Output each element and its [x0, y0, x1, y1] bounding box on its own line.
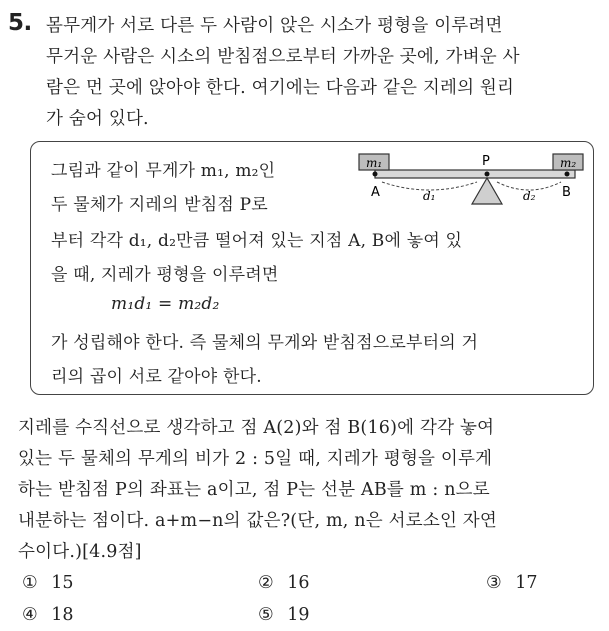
choice-3-value: 17	[515, 573, 538, 593]
point-b-label: B	[562, 185, 571, 200]
choice-1-mark: ①	[22, 573, 38, 593]
choice-4-value: 18	[51, 605, 74, 625]
problem-line-1: 지레를 수직선으로 생각하고 점 A(2)와 점 B(16)에 각각 놓여	[18, 418, 495, 438]
problem-line-5: 수이다.)[4.9점]	[18, 542, 142, 562]
pivot-dot	[485, 172, 490, 177]
problem-line-2: 있는 두 물체의 무게의 비가 2 : 5일 때, 지레가 평형을 이루게	[18, 449, 493, 469]
left-weight-label: m₁	[366, 156, 383, 170]
d1-label: d₁	[423, 189, 436, 203]
choice-2[interactable]	[258, 573, 310, 593]
box-line-5: 가 성립해야 한다. 즉 물체의 무게와 받침점으로부터의 거	[51, 333, 479, 353]
choice-4-mark: ④	[22, 605, 38, 625]
choice-5[interactable]	[258, 605, 310, 625]
choice-1[interactable]	[22, 573, 74, 593]
point-a-label: A	[371, 185, 380, 200]
choice-3-mark: ③	[486, 573, 502, 593]
intro-line-2: 무거운 사람은 시소의 받침점으로부터 가까운 곳에, 가벼운 사	[46, 47, 520, 67]
problem-line-3: 하는 받침점 P의 좌표는 a이고, 점 P는 선분 AB를 m : n으로	[18, 480, 490, 500]
box-line-6: 리의 곱이 서로 같아야 한다.	[51, 367, 262, 387]
box-line-1: 그림과 같이 무게가 m₁, m₂인	[51, 161, 276, 181]
lever-principle-box	[30, 141, 594, 395]
choice-4[interactable]	[22, 605, 74, 625]
problem-line-4: 내분하는 점이다. a+m−n의 값은?(단, m, n은 서로소인 자연	[18, 511, 498, 531]
choice-3[interactable]	[486, 573, 538, 593]
balance-formula: m₁d₁ = m₂d₂	[111, 294, 220, 314]
box-line-4: 을 때, 지레가 평형을 이루려면	[51, 265, 279, 285]
pivot-label: P	[482, 154, 490, 169]
choice-1-value: 15	[51, 573, 74, 593]
intro-line-1: 몸무게가 서로 다른 두 사람이 앉은 시소가 평형을 이루려면	[46, 16, 503, 36]
lever-bar	[375, 170, 575, 178]
right-weight-label: m₂	[560, 156, 577, 170]
point-a-dot	[373, 172, 378, 177]
point-b-dot	[565, 172, 570, 177]
question-number: 5.	[8, 10, 32, 36]
choice-5-value: 19	[287, 605, 310, 625]
choice-2-mark: ②	[258, 573, 274, 593]
d2-label: d₂	[523, 189, 536, 203]
choice-5-mark: ⑤	[258, 605, 274, 625]
box-line-3: 부터 각각 d₁, d₂만큼 떨어져 있는 지점 A, B에 놓여 있	[51, 231, 463, 251]
box-line-2: 두 물체가 지레의 받침점 P로	[51, 195, 268, 215]
intro-line-4: 가 숨어 있다.	[46, 109, 149, 129]
intro-line-3: 람은 먼 곳에 앉아야 한다. 여기에는 다음과 같은 지레의 원리	[46, 78, 515, 98]
lever-figure	[357, 152, 587, 212]
choice-2-value: 16	[287, 573, 310, 593]
